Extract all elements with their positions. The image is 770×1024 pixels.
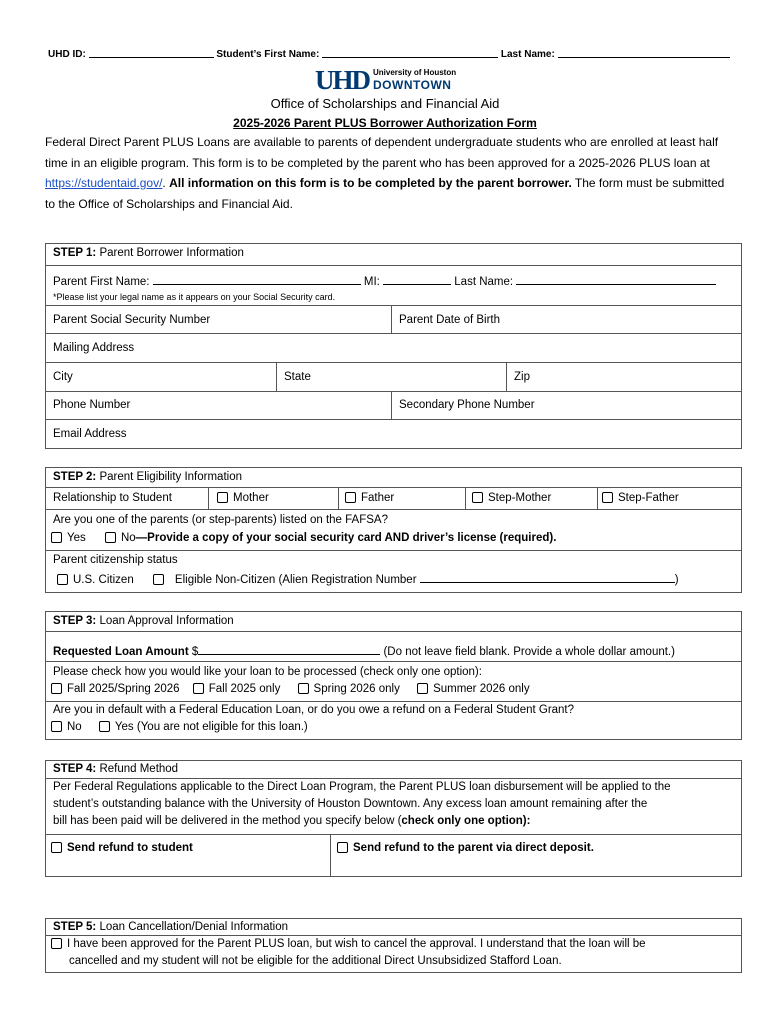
refund-line-1: Per Federal Regulations applicable to the Direct Loan Program, the Parent PLUS loan disbursement will be applied to the	[53, 781, 671, 793]
step5-header	[46, 919, 741, 936]
option-step-father[interactable]: Step-Father	[597, 488, 741, 509]
mailing-address-field[interactable]: Mailing Address	[46, 334, 741, 363]
summer-only-label: Summer 2026 only	[433, 683, 530, 695]
citizenship-row	[46, 551, 741, 592]
parent-dob-field[interactable]: Parent Date of Birth	[391, 306, 741, 333]
option-step-mother[interactable]: Step-Mother	[465, 488, 597, 509]
option-father[interactable]: Father	[338, 488, 465, 509]
default-row	[46, 702, 741, 739]
step2-section	[45, 467, 742, 593]
intro-text-2: .	[162, 176, 170, 190]
logo-campus-name: DOWNTOWN	[373, 78, 452, 92]
us-citizen-checkbox[interactable]	[57, 574, 68, 585]
step4-label: STEP 4:	[53, 763, 97, 775]
parent-last-name-field[interactable]	[516, 274, 716, 285]
summer-only-checkbox[interactable]	[417, 683, 428, 694]
parent-mi-field[interactable]	[383, 274, 451, 285]
refund-parent-checkbox[interactable]	[337, 842, 348, 853]
uhd-logo-mark: UHD	[315, 65, 369, 95]
parent-first-name-label: Parent First Name:	[53, 276, 153, 288]
parent-last-name-label: Last Name:	[451, 276, 517, 288]
step1-label: STEP 1:	[53, 247, 97, 259]
student-last-name-label: Last Name:	[500, 49, 555, 60]
step4-section	[45, 760, 742, 877]
parent-name-row	[46, 266, 741, 306]
fafsa-row	[46, 510, 741, 551]
fafsa-yes-label: Yes	[67, 532, 86, 544]
step5-section	[45, 918, 742, 973]
parent-mi-label: MI:	[360, 276, 384, 288]
phone-field[interactable]: Phone Number	[53, 399, 131, 411]
intro-bold-note: All information on this form is to be completed by the parent borrower.	[169, 176, 572, 190]
citizenship-label: Parent citizenship status	[53, 554, 178, 566]
us-citizen-label: U.S. Citizen	[73, 574, 134, 586]
loan-amount-row	[46, 632, 741, 662]
default-question: Are you in default with a Federal Education Loan, or do you owe a refund on a Federal Student Grant?	[53, 704, 575, 716]
cancel-loan-checkbox[interactable]	[51, 938, 62, 949]
step3-title: Loan Approval Information	[96, 615, 234, 627]
dollar-sign: $	[188, 646, 199, 658]
fall-only-checkbox[interactable]	[193, 683, 204, 694]
step1-title: Parent Borrower Information	[96, 247, 244, 259]
secondary-phone-field[interactable]: Secondary Phone Number	[391, 392, 741, 419]
intro-paragraph	[45, 132, 735, 214]
refund-explanation	[46, 779, 741, 835]
intro-text-1: Federal Direct Parent PLUS Loans are available to parents of dependent undergraduate students who are enrolled at least half time in an eligible program. This form is to be completed by the parent who has been approved for a 2025-2026 PLUS loan at	[45, 135, 719, 170]
noncitizen-label: Eligible Non-Citizen (Alien Registration Number	[174, 574, 420, 586]
mother-checkbox[interactable]	[217, 492, 228, 503]
parent-first-name-field[interactable]	[153, 274, 361, 285]
step-mother-checkbox[interactable]	[472, 492, 483, 503]
step5-label: STEP 5:	[53, 921, 97, 933]
alien-registration-field[interactable]	[420, 572, 675, 583]
fall-spring-checkbox[interactable]	[51, 683, 62, 694]
step2-title: Parent Eligibility Information	[96, 471, 242, 483]
noncitizen-checkbox[interactable]	[153, 574, 164, 585]
student-last-name-field[interactable]	[558, 47, 730, 58]
parent-ssn-field[interactable]: Parent Social Security Number	[53, 314, 211, 326]
close-paren: )	[674, 574, 679, 586]
refund-line-3: bill has been paid will be delivered in the method you specify below (	[53, 815, 402, 827]
father-checkbox[interactable]	[345, 492, 356, 503]
default-yes-checkbox[interactable]	[99, 721, 110, 732]
loan-amount-note: (Do not leave field blank. Provide a whole dollar amount.)	[383, 646, 675, 658]
process-row	[46, 662, 741, 702]
cancel-line-1: I have been approved for the Parent PLUS loan, but wish to cancel the approval. I understand that the loan will be	[67, 938, 646, 950]
legal-name-note: *Please list your legal name as it appears on your Social Security card.	[53, 292, 336, 302]
uhd-id-label: UHD ID:	[48, 49, 86, 60]
relationship-label: Relationship to Student	[53, 492, 172, 504]
student-first-name-label: Student’s First Name:	[216, 49, 320, 60]
refund-student-checkbox[interactable]	[51, 842, 62, 853]
fafsa-no-checkbox[interactable]	[105, 532, 116, 543]
spring-only-checkbox[interactable]	[298, 683, 309, 694]
studentaid-link[interactable]: https://studentaid.gov/	[45, 176, 163, 190]
fall-spring-label: Fall 2025/Spring 2026	[67, 683, 180, 695]
step4-header	[46, 761, 741, 779]
step1-section	[45, 243, 742, 449]
state-field[interactable]: State	[276, 363, 506, 391]
default-no-label: No	[67, 721, 82, 733]
city-field[interactable]: City	[53, 371, 73, 383]
loan-amount-field[interactable]	[198, 644, 380, 655]
refund-to-parent-option[interactable]	[330, 835, 741, 876]
loan-amount-label: Requested Loan Amount	[53, 646, 189, 658]
logo-university-name: University of Houston	[373, 68, 457, 77]
refund-student-label: Send refund to student	[67, 842, 193, 854]
step2-header	[46, 468, 741, 488]
fafsa-question: Are you one of the parents (or step-parents) listed on the FAFSA?	[53, 514, 388, 526]
cancellation-row	[46, 936, 741, 972]
default-yes-label: Yes (You are not eligible for this loan.)	[114, 721, 308, 733]
zip-field[interactable]: Zip	[506, 363, 741, 391]
form-title: 2025-2026 Parent PLUS Borrower Authorization Form	[233, 116, 537, 130]
process-question: Please check how you would like your loan to be processed (check only one option):	[53, 666, 482, 678]
fall-only-label: Fall 2025 only	[208, 683, 281, 695]
cancel-line-2: cancelled and my student will not be eligible for the additional Direct Unsubsidized Stafford Loan.	[69, 955, 562, 967]
relationship-row	[46, 488, 741, 510]
spring-only-label: Spring 2026 only	[313, 683, 400, 695]
step1-header	[46, 244, 741, 266]
refund-to-student-option[interactable]	[46, 835, 330, 876]
step-father-checkbox[interactable]	[602, 492, 613, 503]
step5-title: Loan Cancellation/Denial Information	[96, 921, 289, 933]
step2-label: STEP 2:	[53, 471, 97, 483]
option-mother[interactable]: Mother	[208, 488, 338, 509]
refund-line-3-bold: check only one option):	[401, 815, 531, 827]
phone-row	[46, 392, 741, 420]
step3-label: STEP 3:	[53, 615, 97, 627]
refund-options-row	[46, 835, 741, 876]
email-field[interactable]: Email Address	[53, 428, 127, 440]
student-id-line	[48, 47, 728, 60]
step3-section	[45, 611, 742, 740]
ssn-dob-row	[46, 306, 741, 334]
refund-line-2: student’s outstanding balance with the University of Houston Downtown. Any excess loan amount remaining after the	[53, 798, 648, 810]
step4-title: Refund Method	[96, 763, 179, 775]
fafsa-no-label: No	[120, 532, 136, 544]
refund-parent-label: Send refund to the parent via direct deposit.	[353, 842, 594, 854]
intro-text-3: The form must be submitted to the Office of Scholarships and Financial Aid.	[45, 176, 725, 211]
office-name: Office of Scholarships and Financial Aid	[270, 96, 500, 111]
uhd-id-field[interactable]	[89, 47, 214, 58]
city-state-zip-row	[46, 363, 741, 392]
fafsa-no-note: —Provide a copy of your social security card AND driver’s license (required).	[135, 532, 557, 544]
fafsa-yes-checkbox[interactable]	[51, 532, 62, 543]
uhd-logo	[315, 66, 475, 94]
student-first-name-field[interactable]	[322, 47, 498, 58]
default-no-checkbox[interactable]	[51, 721, 62, 732]
step3-header	[46, 612, 741, 632]
